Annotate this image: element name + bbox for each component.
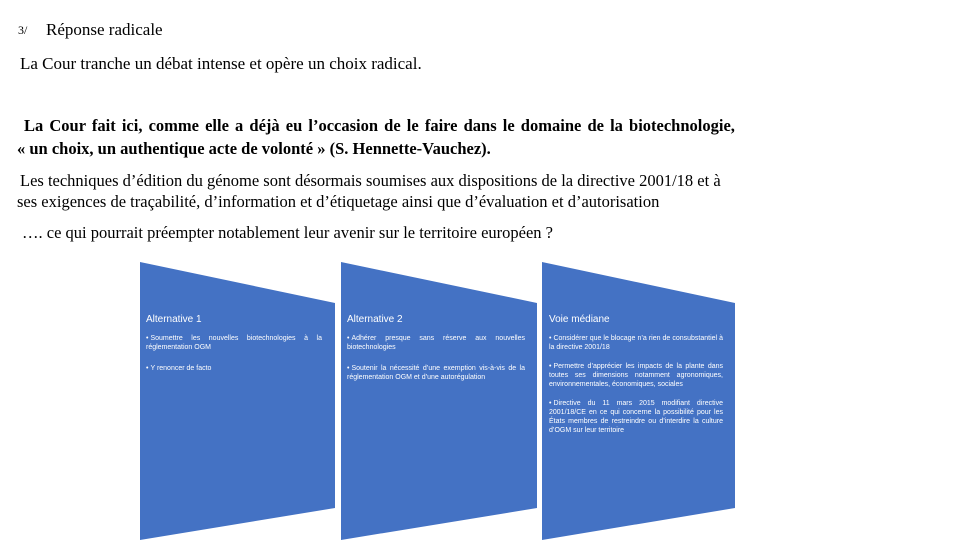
- list-item: • Considérer que le blocage n’a rien de consubstantiel à la directive 2001/18: [549, 335, 723, 351]
- column-alternative-1: [146, 314, 322, 385]
- column-title: Voie médiane: [549, 314, 610, 325]
- list-item: • Soutenir la nécessité d’une exemption vis-à-vis de la réglementation OGM et d’une autorégulation: [347, 365, 525, 381]
- paragraph-question: …. ce qui pourrait préempter notablement leur avenir sur le territoire européen ?: [22, 223, 553, 242]
- section-number: 3/: [18, 23, 28, 37]
- paragraph-directive-line1: Les techniques d’édition du génome sont désormais soumises aux dispositions de la directive 2001/18 et à: [20, 171, 721, 190]
- list-item: • Adhérer presque sans réserve aux nouvelles biotechnologies: [347, 335, 525, 351]
- list-item: • Directive du 11 mars 2015 modifiant directive 2001/18/CE en ce qui concerne la possibilité pour les États membres de restreindre ou d’interdire la culture d’OGM sur leur territoire: [549, 400, 723, 434]
- list-item: • Permettre d’apprécier les impacts de la plante dans toutes ses dimensions notamment agronomiques, environnementales, économiques, sociales: [549, 363, 723, 388]
- chevron-alternative-1: [140, 262, 335, 540]
- paragraph-quote-line2: « un choix, un authentique acte de volonté » (S. Hennette-Vauchez).: [17, 139, 491, 158]
- section-title: Réponse radicale: [46, 20, 163, 39]
- paragraph-directive-line2: ses exigences de traçabilité, d’information et d’étiquetage ainsi que d’évaluation et d’autorisation: [17, 192, 660, 211]
- column-voie-mediane: [549, 314, 723, 445]
- column-alternative-2: [347, 314, 525, 394]
- chevron-alternative-2: [341, 262, 537, 540]
- paragraph-quote-line1: La Cour fait ici, comme elle a déjà eu l’occasion de le faire dans le domaine de la biotechnologie,: [24, 116, 735, 135]
- list-item: • Soumettre les nouvelles biotechnologies à la réglementation OGM: [146, 335, 322, 351]
- column-title: Alternative 2: [347, 314, 403, 325]
- list-item: • Y renoncer de facto: [146, 365, 212, 372]
- column-title: Alternative 1: [146, 314, 202, 325]
- paragraph-intro: La Cour tranche un débat intense et opère un choix radical.: [20, 54, 422, 73]
